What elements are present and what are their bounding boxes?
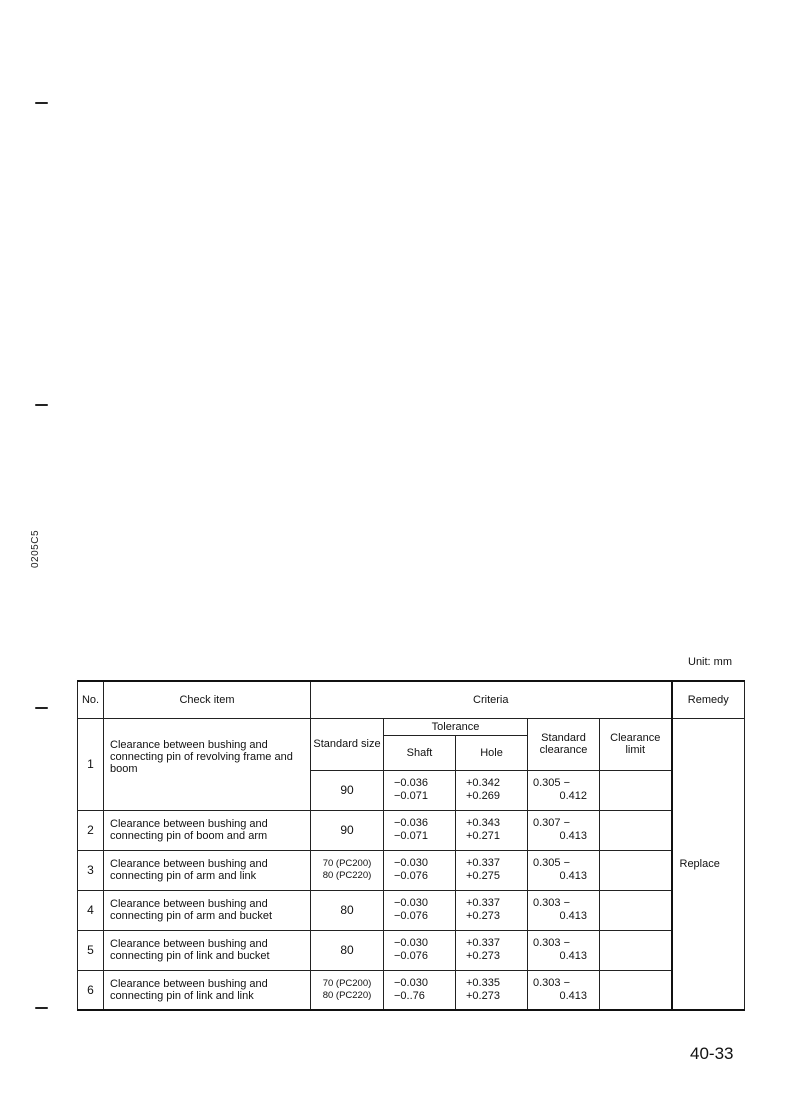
row-shaft-tolerance: −0.030 −0.076 — [384, 930, 456, 970]
page-number: 40-33 — [690, 1044, 734, 1063]
header-standard-clearance: Standard clearance — [528, 718, 600, 770]
row-hole-tolerance: +0.335 +0.273 — [456, 970, 528, 1010]
check-table — [77, 680, 745, 1011]
row-hole-tolerance: +0.337 +0.273 — [456, 930, 528, 970]
row-standard-clearance: 0.305 − 0.413 — [528, 850, 600, 890]
row-hole-tolerance: +0.337 +0.275 — [456, 850, 528, 890]
header-check-item: Check item — [104, 681, 311, 718]
row-shaft-tolerance: −0.030 −0.076 — [384, 850, 456, 890]
header-hole: Hole — [456, 735, 528, 770]
row-clearance-limit — [600, 770, 672, 810]
row-no: 3 — [78, 850, 104, 890]
header-criteria: Criteria — [311, 681, 672, 718]
row-hole-tolerance: +0.343 +0.271 — [456, 810, 528, 850]
side-code: 0205C5 — [30, 529, 41, 568]
row-standard-size: 80 — [311, 890, 384, 930]
row-standard-clearance: 0.307 − 0.413 — [528, 810, 600, 850]
row-clearance-limit — [600, 890, 672, 930]
row-standard-size: 90 — [311, 810, 384, 850]
row-standard-size: 90 — [311, 770, 384, 810]
row-check-item: Clearance between bushing and connecting pin of arm and bucket — [104, 890, 311, 930]
row-standard-size: 70 (PC200) 80 (PC220) — [311, 970, 384, 1010]
row-check-item: Clearance between bushing and connecting pin of link and link — [104, 970, 311, 1010]
row-clearance-limit — [600, 810, 672, 850]
row-check-item: Clearance between bushing and connecting pin of revolving frame and boom — [104, 718, 311, 810]
binding-mark — [35, 102, 48, 104]
row-no: 2 — [78, 810, 104, 850]
table-row — [78, 890, 745, 930]
binding-mark — [35, 404, 48, 406]
row-shaft-tolerance: −0.036 −0.071 — [384, 810, 456, 850]
row-standard-clearance: 0.303 − 0.413 — [528, 930, 600, 970]
row-shaft-tolerance: −0.030 −0.076 — [384, 890, 456, 930]
row-standard-clearance: 0.303 − 0.413 — [528, 890, 600, 930]
row-clearance-limit — [600, 930, 672, 970]
row-standard-clearance: 0.303 − 0.413 — [528, 970, 600, 1010]
row-no: 1 — [78, 718, 104, 810]
binding-mark — [35, 707, 48, 709]
row-shaft-tolerance: −0.036 −0.071 — [384, 770, 456, 810]
unit-label: Unit: mm — [688, 656, 732, 668]
row-standard-size: 70 (PC200) 80 (PC220) — [311, 850, 384, 890]
remedy-cell: Replace — [672, 718, 745, 1010]
header-row — [78, 681, 745, 718]
table-row — [78, 930, 745, 970]
header-shaft: Shaft — [384, 735, 456, 770]
row-clearance-limit — [600, 850, 672, 890]
table-row — [78, 970, 745, 1010]
table-row — [78, 718, 745, 735]
row-check-item: Clearance between bushing and connecting pin of link and bucket — [104, 930, 311, 970]
header-remedy: Remedy — [672, 681, 745, 718]
row-clearance-limit — [600, 970, 672, 1010]
table-row — [78, 810, 745, 850]
header-clearance-limit: Clearance limit — [600, 718, 672, 770]
header-standard-size: Standard size — [311, 718, 384, 770]
row-standard-size: 80 — [311, 930, 384, 970]
row-standard-clearance: 0.305 − 0.412 — [528, 770, 600, 810]
row-shaft-tolerance: −0.030 −0..76 — [384, 970, 456, 1010]
row-check-item: Clearance between bushing and connecting pin of arm and link — [104, 850, 311, 890]
row-no: 5 — [78, 930, 104, 970]
header-tolerance: Tolerance — [384, 718, 528, 735]
header-no: No. — [78, 681, 104, 718]
row-hole-tolerance: +0.337 +0.273 — [456, 890, 528, 930]
row-no: 6 — [78, 970, 104, 1010]
row-no: 4 — [78, 890, 104, 930]
row-check-item: Clearance between bushing and connecting pin of boom and arm — [104, 810, 311, 850]
row-hole-tolerance: +0.342 +0.269 — [456, 770, 528, 810]
binding-mark — [35, 1007, 48, 1009]
table-row — [78, 850, 745, 890]
